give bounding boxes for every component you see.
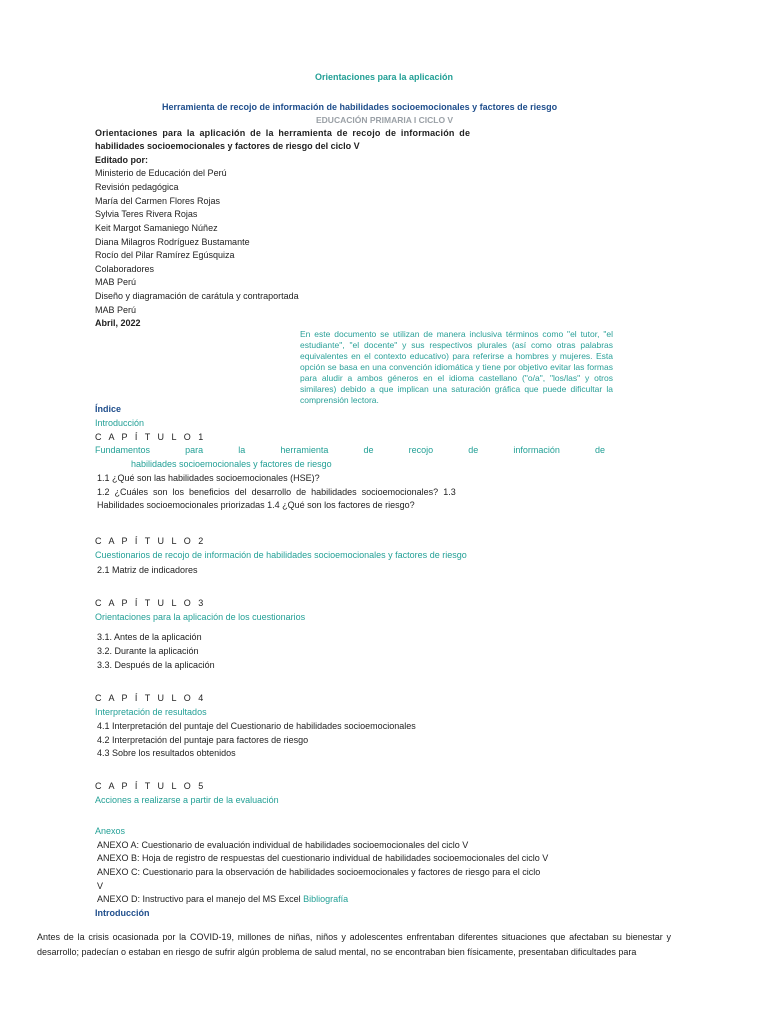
index-item[interactable]: Habilidades socioemocionales priorizadas 1.4 ¿Qué son los factores de riesgo? xyxy=(97,500,415,510)
index-item[interactable]: 4.2 Interpretación del puntaje para factores de riesgo xyxy=(97,735,309,745)
inclusive-language-note: En este documento se utilizan de manera inclusiva términos como "el tutor, "el estudiante", "el docente" y sus respectivos plurales (así como otras palabras equivalentes en el contexto educativo) para referirse a hombres y mujeres. Esta opción se basa en una convención idiomática y tiene por objetivo evitar las formas para aludir a ambos géneros en el idioma castellano ("o/a", "los/las" y otros similares) debido a que implican una saturación gráfica que puede dificultar la comprensión lectora. xyxy=(300,329,613,405)
annexes-title[interactable]: Anexos xyxy=(95,826,126,836)
annex-item[interactable]: ANEXO B: Hoja de registro de respuestas del cuestionario individual de habilidades socioemocionales del ciclo V xyxy=(97,853,549,863)
chapter-2-label: C A P Í T U L O 2 xyxy=(95,536,206,546)
index-item[interactable]: 4.3 Sobre los resultados obtenidos xyxy=(97,748,236,758)
index-link-introduction[interactable]: Introducción xyxy=(95,418,145,428)
index-item[interactable]: 3.2. Durante la aplicación xyxy=(97,646,199,656)
introduction-paragraph: Antes de la crisis ocasionada por la COVID-19, millones de niñas, niños y adolescentes enfrentaban diferentes situaciones que afectaban su bienestar y desarrollo; padecían o estaban en riesgo de sufrir algún problema de salud mental, no se encontraban bien físicamente, presentaban dificultades para xyxy=(37,932,671,957)
credits-line: Diana Milagros Rodríguez Bustamante xyxy=(95,237,250,247)
index-item[interactable]: 3.3. Después de la aplicación xyxy=(97,660,215,670)
chapter-1-title[interactable]: Fundamentos para la herramienta de recojo de información de xyxy=(95,445,605,455)
chapter-4-label: C A P Í T U L O 4 xyxy=(95,693,206,703)
credits-date: Abril, 2022 xyxy=(95,318,141,328)
introduction-heading: Introducción xyxy=(95,908,150,918)
index-item[interactable]: 1.2 ¿Cuáles son los beneficios del desarrollo de habilidades socioemocionales? 1.3 xyxy=(97,487,456,497)
index-item[interactable]: 2.1 Matriz de indicadores xyxy=(97,565,198,575)
chapter-3-title[interactable]: Orientaciones para la aplicación de los cuestionarios xyxy=(95,612,306,622)
credits-line: Keit Margot Samaniego Núñez xyxy=(95,223,218,233)
chapter-1-title-cont[interactable]: habilidades socioemocionales y factores de riesgo xyxy=(131,459,332,469)
credits-line: MAB Perú xyxy=(95,277,137,287)
credits-line: Editado por: xyxy=(95,155,148,165)
annex-item[interactable]: ANEXO A: Cuestionario de evaluación individual de habilidades socioemocionales del ciclo V xyxy=(97,840,469,850)
credits-line: Sylvia Teres Rivera Rojas xyxy=(95,209,198,219)
index-item[interactable]: 4.1 Interpretación del puntaje del Cuestionario de habilidades socioemocionales xyxy=(97,721,416,731)
chapter-1-label: C A P Í T U L O 1 xyxy=(95,432,206,442)
document-subtitle-text: Herramienta de recojo de información de habilidades socioemocionales y factores de riesgo xyxy=(162,102,558,112)
credits-line: MAB Perú xyxy=(95,305,137,315)
credits-line: Ministerio de Educación del Perú xyxy=(95,168,227,178)
chapter-2-title[interactable]: Cuestionarios de recojo de información de habilidades socioemocionales y factores de riesgo xyxy=(95,550,467,560)
annex-item[interactable]: V xyxy=(97,881,104,891)
chapter-4-title[interactable]: Interpretación de resultados xyxy=(95,707,207,717)
chapter-5-title[interactable]: Acciones a realizarse a partir de la evaluación xyxy=(95,795,279,805)
index-item[interactable]: 1.1 ¿Qué son las habilidades socioemocionales (HSE)? xyxy=(97,473,320,483)
credits-line: Colaboradores xyxy=(95,264,155,274)
credits-line: Diseño y diagramación de carátula y contraportada xyxy=(95,291,299,301)
document-title: Orientaciones para la aplicación xyxy=(314,72,454,82)
credits-line: Revisión pedagógica xyxy=(95,182,179,192)
credits-line: Rocío del Pilar Ramírez Egúsquiza xyxy=(95,250,235,260)
chapter-5-label: C A P Í T U L O 5 xyxy=(95,781,206,791)
index-item[interactable]: 3.1. Antes de la aplicación xyxy=(97,632,202,642)
index-link-bibliography[interactable]: Bibliografía xyxy=(303,894,349,904)
credits-line: María del Carmen Flores Rojas xyxy=(95,196,221,206)
annex-item-row xyxy=(97,894,348,904)
annex-item[interactable]: ANEXO C: Cuestionario para la observación de habilidades socioemocionales y factores de riesgo para el ciclo xyxy=(97,867,541,877)
annex-item[interactable]: ANEXO D: Instructivo para el manejo del MS Excel xyxy=(97,894,301,904)
document-subtitle xyxy=(162,102,557,112)
education-level: EDUCACIÓN PRIMARIA I CICLO V xyxy=(316,115,454,125)
credits-description-1: Orientaciones para la aplicación de la herramienta de recojo de información de xyxy=(95,128,471,138)
index-title: Índice xyxy=(95,404,122,414)
chapter-3-label: C A P Í T U L O 3 xyxy=(95,598,206,608)
credits-description-2: habilidades socioemocionales y factores de riesgo del ciclo V xyxy=(95,141,360,151)
